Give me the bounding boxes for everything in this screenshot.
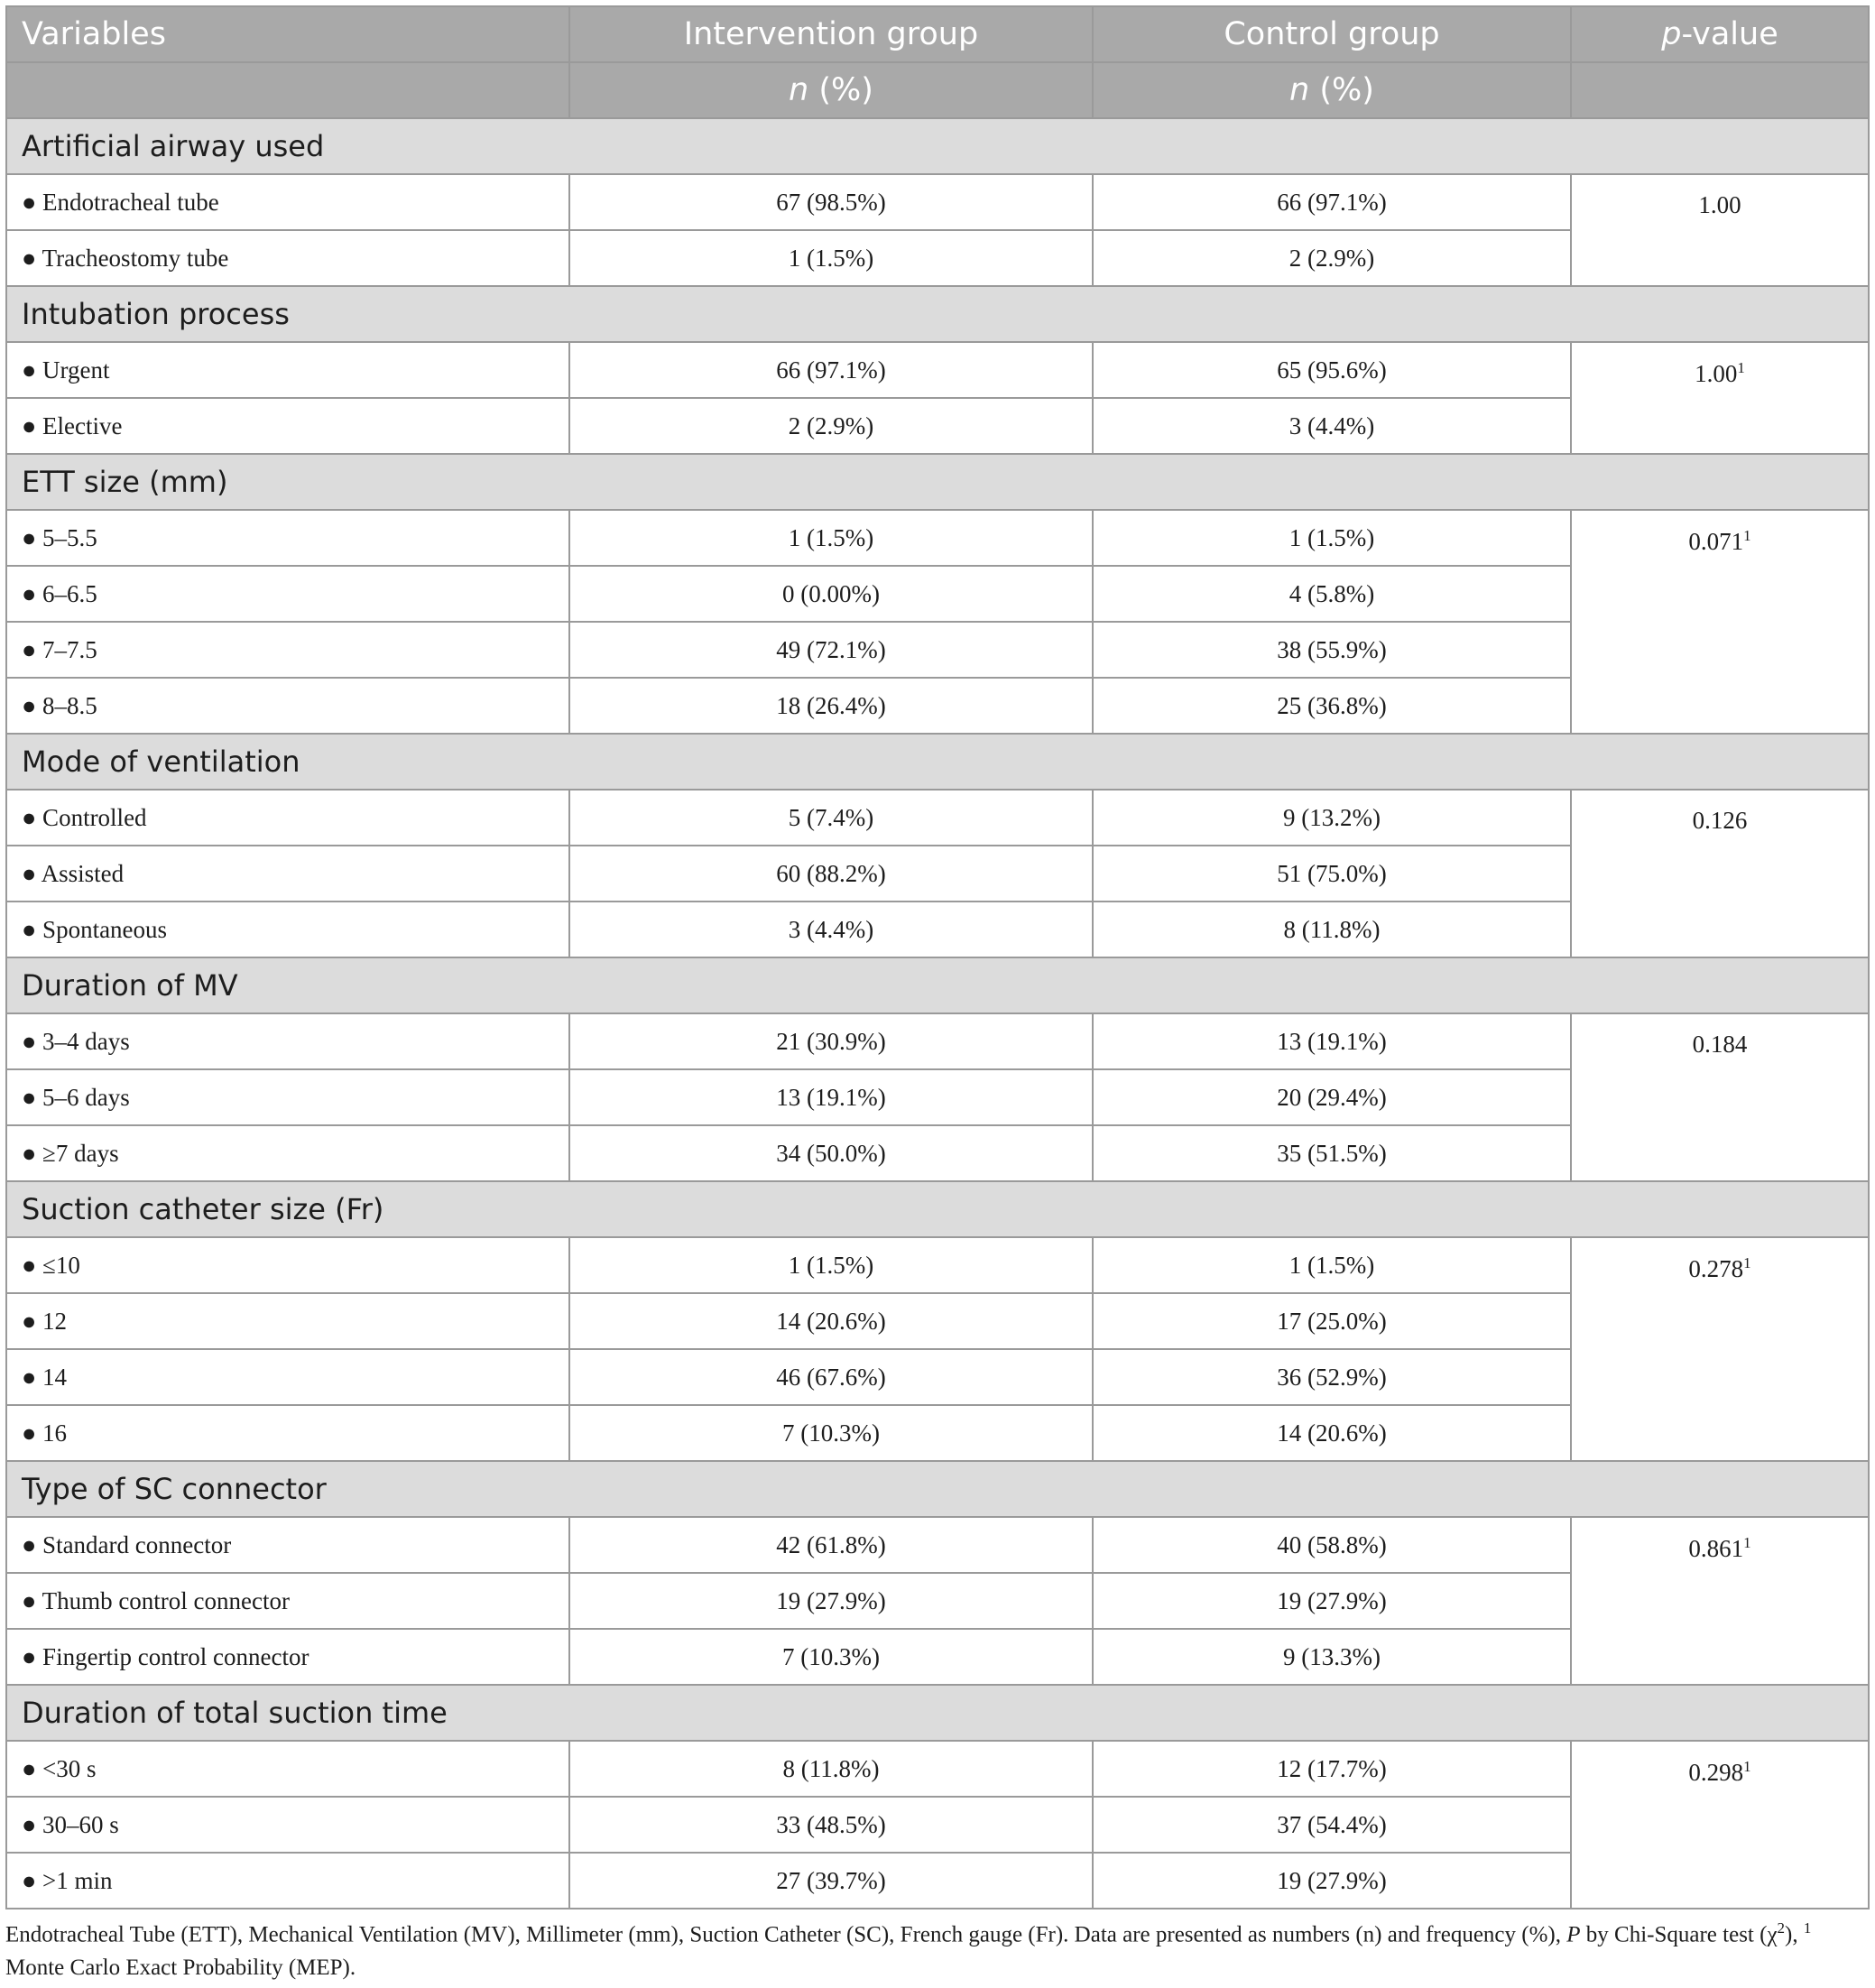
header-intervention-group: Intervention group bbox=[569, 6, 1093, 62]
p-value: 1.00 bbox=[1698, 191, 1741, 218]
footnote-superscript: 1 bbox=[1803, 1919, 1812, 1937]
section-title: ETT size (mm) bbox=[6, 454, 1869, 510]
table-row bbox=[6, 342, 1869, 398]
header-control-group: Control group bbox=[1093, 6, 1571, 62]
subheader-control-n-percent bbox=[1093, 62, 1571, 118]
p-value-cell bbox=[1571, 342, 1869, 454]
footnote-text: Monte Carlo Exact Probability (MEP). bbox=[5, 1956, 356, 1981]
p-value-superscript: 1 bbox=[1743, 1758, 1751, 1775]
row-label: ● 7–7.5 bbox=[6, 622, 569, 678]
control-value: 35 (51.5%) bbox=[1093, 1125, 1571, 1181]
p-value-cell bbox=[1571, 790, 1869, 957]
intervention-value: 46 (67.6%) bbox=[569, 1349, 1093, 1405]
p-value: 0.298 bbox=[1688, 1759, 1744, 1786]
p-value-cell bbox=[1571, 1517, 1869, 1685]
row-label: ● Urgent bbox=[6, 342, 569, 398]
row-label: ● 3–4 days bbox=[6, 1013, 569, 1069]
intervention-value: 14 (20.6%) bbox=[569, 1293, 1093, 1349]
intervention-value: 8 (11.8%) bbox=[569, 1741, 1093, 1797]
footnote-text: Endotracheal Tube (ETT), Mechanical Ventilation (MV), Millimeter (mm), Suction Catheter (SC), French gauge (Fr). Data are presented as numbers (n) and frequency (%), bbox=[5, 1922, 1567, 1947]
section-header-row bbox=[6, 118, 1869, 174]
control-value: 8 (11.8%) bbox=[1093, 902, 1571, 957]
row-label: ● >1 min bbox=[6, 1853, 569, 1909]
control-value: 25 (36.8%) bbox=[1093, 678, 1571, 734]
row-label: ● 6–6.5 bbox=[6, 566, 569, 622]
intervention-value: 66 (97.1%) bbox=[569, 342, 1093, 398]
intervention-value: 27 (39.7%) bbox=[569, 1853, 1093, 1909]
intervention-value: 5 (7.4%) bbox=[569, 790, 1093, 846]
intervention-value: 1 (1.5%) bbox=[569, 1237, 1093, 1293]
intervention-value: 19 (27.9%) bbox=[569, 1573, 1093, 1629]
section-title: Duration of MV bbox=[6, 957, 1869, 1013]
control-value: 9 (13.2%) bbox=[1093, 790, 1571, 846]
intervention-value: 7 (10.3%) bbox=[569, 1629, 1093, 1685]
control-value: 38 (55.9%) bbox=[1093, 622, 1571, 678]
control-value: 17 (25.0%) bbox=[1093, 1293, 1571, 1349]
p-value-superscript: 1 bbox=[1743, 1534, 1751, 1551]
subheader-intervention-n-percent bbox=[569, 62, 1093, 118]
intervention-value: 49 (72.1%) bbox=[569, 622, 1093, 678]
intervention-value: 0 (0.00%) bbox=[569, 566, 1093, 622]
row-label: ● 12 bbox=[6, 1293, 569, 1349]
p-value-cell bbox=[1571, 1237, 1869, 1461]
section-header-row bbox=[6, 454, 1869, 510]
control-value: 13 (19.1%) bbox=[1093, 1013, 1571, 1069]
p-value-label: p-value bbox=[1661, 16, 1778, 52]
p-value-superscript: 1 bbox=[1737, 359, 1745, 376]
n-percent-label: n (%) bbox=[1289, 72, 1374, 108]
section-title: Intubation process bbox=[6, 286, 1869, 342]
row-label: ● Spontaneous bbox=[6, 902, 569, 957]
p-value: 0.071 bbox=[1688, 528, 1744, 555]
header-row bbox=[6, 6, 1869, 62]
control-value: 4 (5.8%) bbox=[1093, 566, 1571, 622]
intervention-value: 1 (1.5%) bbox=[569, 230, 1093, 286]
control-value: 40 (58.8%) bbox=[1093, 1517, 1571, 1573]
section-header-row bbox=[6, 1181, 1869, 1237]
row-label: ● Standard connector bbox=[6, 1517, 569, 1573]
header-variables: Variables bbox=[6, 6, 569, 62]
table-row bbox=[6, 790, 1869, 846]
row-label: ● Assisted bbox=[6, 846, 569, 902]
section-header-row bbox=[6, 1685, 1869, 1741]
table-row bbox=[6, 1013, 1869, 1069]
footnote-superscript: 2 bbox=[1777, 1919, 1786, 1937]
table-row bbox=[6, 1237, 1869, 1293]
footnote-text: by Chi-Square test (χ bbox=[1580, 1922, 1778, 1947]
intervention-value: 1 (1.5%) bbox=[569, 510, 1093, 566]
row-label: ● 14 bbox=[6, 1349, 569, 1405]
p-value: 0.126 bbox=[1692, 807, 1748, 834]
control-value: 2 (2.9%) bbox=[1093, 230, 1571, 286]
row-label: ● Endotracheal tube bbox=[6, 174, 569, 230]
table-body bbox=[6, 118, 1869, 1909]
p-value: 0.278 bbox=[1688, 1255, 1744, 1282]
control-value: 14 (20.6%) bbox=[1093, 1405, 1571, 1461]
table-row bbox=[6, 174, 1869, 230]
control-value: 12 (17.7%) bbox=[1093, 1741, 1571, 1797]
control-value: 37 (54.4%) bbox=[1093, 1797, 1571, 1853]
control-value: 19 (27.9%) bbox=[1093, 1853, 1571, 1909]
results-table bbox=[5, 5, 1870, 1909]
control-value: 36 (52.9%) bbox=[1093, 1349, 1571, 1405]
intervention-value: 7 (10.3%) bbox=[569, 1405, 1093, 1461]
section-title: Duration of total suction time bbox=[6, 1685, 1869, 1741]
row-label: ● Controlled bbox=[6, 790, 569, 846]
table-row bbox=[6, 1741, 1869, 1797]
control-value: 66 (97.1%) bbox=[1093, 174, 1571, 230]
section-header-row bbox=[6, 286, 1869, 342]
row-label: ● ≤10 bbox=[6, 1237, 569, 1293]
row-label: ● 16 bbox=[6, 1405, 569, 1461]
p-value: 0.184 bbox=[1692, 1031, 1748, 1058]
footnote-p-letter: P bbox=[1566, 1922, 1581, 1947]
table-row bbox=[6, 1517, 1869, 1573]
header-p-value bbox=[1571, 6, 1869, 62]
n-percent-label: n (%) bbox=[789, 72, 873, 108]
p-value-cell bbox=[1571, 1013, 1869, 1181]
footnote-text: ), bbox=[1785, 1922, 1804, 1947]
intervention-value: 2 (2.9%) bbox=[569, 398, 1093, 454]
row-label: ● 5–5.5 bbox=[6, 510, 569, 566]
section-header-row bbox=[6, 1461, 1869, 1517]
subheader-empty bbox=[6, 62, 569, 118]
table-footnote bbox=[5, 1911, 1870, 1984]
p-value-superscript: 1 bbox=[1743, 1254, 1751, 1271]
control-value: 51 (75.0%) bbox=[1093, 846, 1571, 902]
results-table-container bbox=[5, 5, 1868, 1909]
p-value-cell bbox=[1571, 1741, 1869, 1909]
row-label: ● 8–8.5 bbox=[6, 678, 569, 734]
row-label: ● Tracheostomy tube bbox=[6, 230, 569, 286]
row-label: ● 30–60 s bbox=[6, 1797, 569, 1853]
table-row bbox=[6, 510, 1869, 566]
control-value: 1 (1.5%) bbox=[1093, 510, 1571, 566]
section-title: Suction catheter size (Fr) bbox=[6, 1181, 1869, 1237]
section-title: Type of SC connector bbox=[6, 1461, 1869, 1517]
intervention-value: 67 (98.5%) bbox=[569, 174, 1093, 230]
intervention-value: 18 (26.4%) bbox=[569, 678, 1093, 734]
p-value: 0.861 bbox=[1688, 1535, 1744, 1562]
control-value: 9 (13.3%) bbox=[1093, 1629, 1571, 1685]
section-header-row bbox=[6, 957, 1869, 1013]
control-value: 20 (29.4%) bbox=[1093, 1069, 1571, 1125]
intervention-value: 3 (4.4%) bbox=[569, 902, 1093, 957]
control-value: 19 (27.9%) bbox=[1093, 1573, 1571, 1629]
intervention-value: 33 (48.5%) bbox=[569, 1797, 1093, 1853]
section-header-row bbox=[6, 734, 1869, 790]
subheader-row bbox=[6, 62, 1869, 118]
intervention-value: 42 (61.8%) bbox=[569, 1517, 1093, 1573]
intervention-value: 34 (50.0%) bbox=[569, 1125, 1093, 1181]
row-label: ● ≥7 days bbox=[6, 1125, 569, 1181]
intervention-value: 21 (30.9%) bbox=[569, 1013, 1093, 1069]
control-value: 65 (95.6%) bbox=[1093, 342, 1571, 398]
control-value: 1 (1.5%) bbox=[1093, 1237, 1571, 1293]
row-label: ● <30 s bbox=[6, 1741, 569, 1797]
section-title: Artificial airway used bbox=[6, 118, 1869, 174]
row-label: ● Fingertip control connector bbox=[6, 1629, 569, 1685]
row-label: ● 5–6 days bbox=[6, 1069, 569, 1125]
row-label: ● Thumb control connector bbox=[6, 1573, 569, 1629]
p-value-cell bbox=[1571, 510, 1869, 734]
subheader-empty bbox=[1571, 62, 1869, 118]
section-title: Mode of ventilation bbox=[6, 734, 1869, 790]
intervention-value: 13 (19.1%) bbox=[569, 1069, 1093, 1125]
p-value-superscript: 1 bbox=[1743, 527, 1751, 544]
control-value: 3 (4.4%) bbox=[1093, 398, 1571, 454]
row-label: ● Elective bbox=[6, 398, 569, 454]
intervention-value: 60 (88.2%) bbox=[569, 846, 1093, 902]
p-value-cell bbox=[1571, 174, 1869, 286]
p-value: 1.00 bbox=[1695, 360, 1738, 387]
